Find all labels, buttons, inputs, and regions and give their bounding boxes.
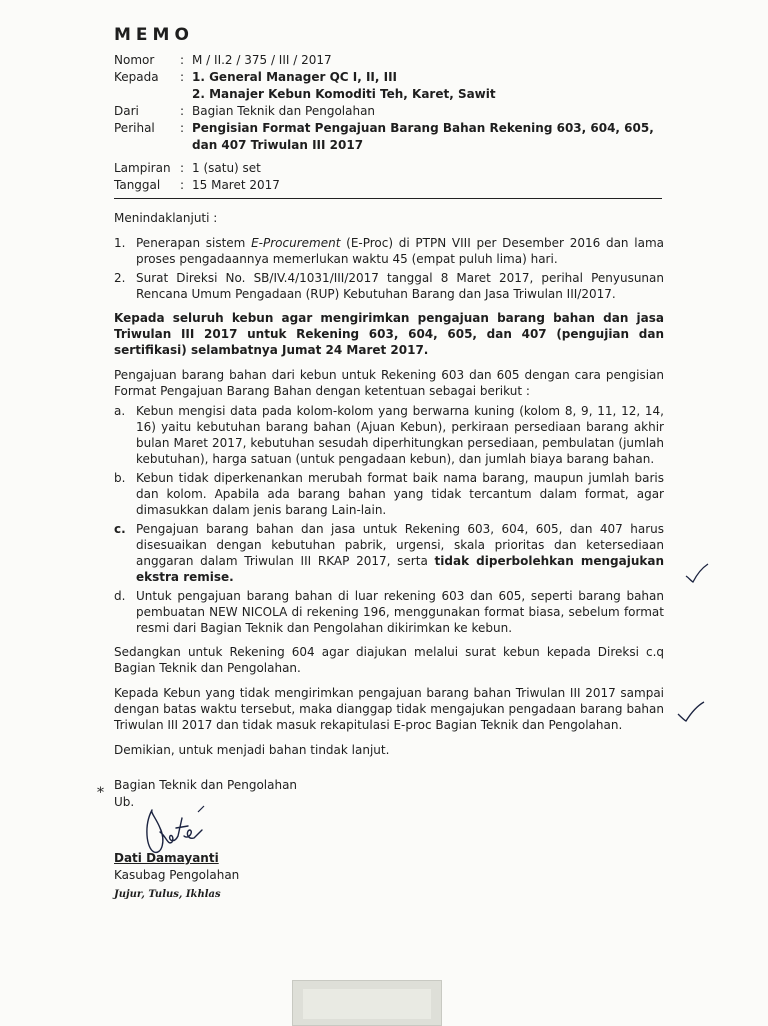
company-motto: Jujur, Tulus, Ikhlas: [114, 889, 221, 900]
signatory: [114, 850, 239, 884]
scan-stamp: [292, 980, 442, 1026]
kepada-row-2: [114, 86, 674, 103]
colon: :: [180, 104, 185, 118]
checkmark-icon: [676, 700, 706, 724]
instruction-text: Kepada seluruh kebun agar mengirimkan pengajuan barang bahan dan jasa Triwulan III 2017 untuk Rekening 603, 604, 605, dan 407 (pengujian dan sertifikasi) selambatnya Jumat 24 Maret 2017.: [114, 311, 664, 357]
perihal-row: [114, 120, 674, 137]
perihal-label: Perihal: [114, 121, 155, 135]
signatory-position: Kasubag Pengolahan: [114, 868, 240, 882]
dari-row: [114, 103, 674, 120]
nomor-value: M / II.2 / 375 / III / 2017: [192, 53, 332, 67]
tanggal-value: 15 Maret 2017: [192, 178, 280, 192]
perihal-value-2: dan 407 Triwulan III 2017: [192, 138, 364, 152]
nomor-label: Nomor: [114, 53, 155, 67]
lampiran-value: 1 (satu) set: [192, 161, 261, 175]
checkmark-icon: [684, 562, 710, 584]
kepada-value-2: 2. Manajer Kebun Komoditi Teh, Karet, Sawit: [192, 87, 496, 101]
provision-list: [114, 403, 664, 636]
lampiran-label: Lampiran: [114, 161, 171, 175]
para-604: Sedangkan untuk Rekening 604 agar diajukan melalui surat kebun kepada Direksi c.q Bagian Teknik dan Pengolahan.: [114, 645, 664, 675]
signature-ub: Ub.: [114, 795, 135, 809]
dari-value: Bagian Teknik dan Pengolahan: [192, 104, 376, 118]
colon: :: [180, 178, 185, 192]
colon: :: [180, 121, 185, 135]
reference-item: 2. Surat Direksi No. SB/IV.4/1031/III/2017 tanggal 8 Maret 2017, perihal Penyusunan Rencana Umum Pengadaan (RUP) Kebutuhan Barang dan Jasa Triwulan III/2017.: [114, 271, 664, 301]
closing-text: Demikian, untuk menjadi bahan tindak lanjut.: [114, 743, 390, 757]
signature-dept: Bagian Teknik dan Pengolahan: [114, 778, 298, 792]
kepada-value-1: 1. General Manager QC I, II, III: [192, 70, 398, 84]
para-603: Pengajuan barang bahan dari kebun untuk Rekening 603 dan 605 dengan cara pengisian Format Pengajuan Barang Bahan dengan ketentuan sebagai berikut :: [114, 368, 664, 398]
perihal-row-2: [114, 137, 674, 154]
kepada-row: [114, 69, 674, 86]
colon: :: [180, 161, 185, 175]
kepada-label: Kepada: [114, 70, 159, 84]
memo-title: MEMO: [114, 25, 194, 45]
memo-header: [114, 52, 674, 194]
para-deadline: Kepada Kebun yang tidak mengirimkan pengajuan barang bahan Triwulan III 2017 sampai dengan batas waktu tersebut, maka dianggap tidak mengajukan pengadaan barang bahan Triwulan III 2017 dan tidak masuk rekapitulasi E-proc Bagian Teknik dan Pengolahan.: [114, 686, 664, 732]
colon: :: [180, 53, 185, 67]
signatory-name: Dati Damayanti: [114, 851, 219, 865]
nomor-row: [114, 52, 674, 69]
perihal-value-1: Pengisian Format Pengajuan Barang Bahan Rekening 603, 604, 605,: [192, 121, 654, 135]
intro-text: Menindaklanjuti :: [114, 211, 218, 225]
lampiran-row: [114, 160, 674, 177]
colon: :: [180, 70, 185, 84]
reference-list: [114, 235, 664, 302]
tanggal-label: Tanggal: [114, 178, 161, 192]
provision-item: a. Kebun mengisi data pada kolom-kolom yang berwarna kuning (kolom 8, 9, 11, 12, 14, 16) yaitu kebutuhan barang bahan (Ajuan Kebun), perkiraan persediaan barang akhir bulan Maret 2017, kebutuhan sesudah diperhitungkan persediaan, pembulatan (jumlah kebutuhan), harga satuan (untuk pengadaan kebun), dan jumlah biaya barang bahan.: [114, 404, 664, 466]
asterisk-mark-icon: *: [97, 785, 104, 801]
tanggal-row: [114, 177, 674, 194]
provision-item: c. Pengajuan barang bahan dan jasa untuk Rekening 603, 604, 605, dan 407 harus disesuaikan dengan kebutuhan pabrik, urgensi, skala prioritas dan ketersediaan anggaran dalam Triwulan III RKAP 2017, serta tidak diperbolehkan mengajukan ekstra remise.: [114, 522, 664, 584]
reference-item: 1. Penerapan sistem E-Procurement (E-Proc) di PTPN VIII per Desember 2016 dan lama proses pengadaannya memerlukan waktu 45 (empat puluh lima) hari.: [114, 236, 664, 266]
header-divider: [114, 198, 662, 199]
provision-item: d. Untuk pengajuan barang bahan di luar rekening 603 dan 605, seperti barang bahan pembuatan NEW NICOLA di rekening 196, menggunakan format biasa, sebelum format resmi dari Bagian Teknik dan Pengolahan dikirimkan ke kebun.: [114, 589, 664, 635]
dari-label: Dari: [114, 104, 139, 118]
memo-body: [114, 210, 664, 767]
provision-item: b. Kebun tidak diperkenankan merubah format baik nama barang, maupun jumlah baris dan kolom. Apabila ada barang bahan yang tidak tercantum dalam format, agar dimasukkan dalam jenis barang Lain-lain.: [114, 471, 664, 517]
